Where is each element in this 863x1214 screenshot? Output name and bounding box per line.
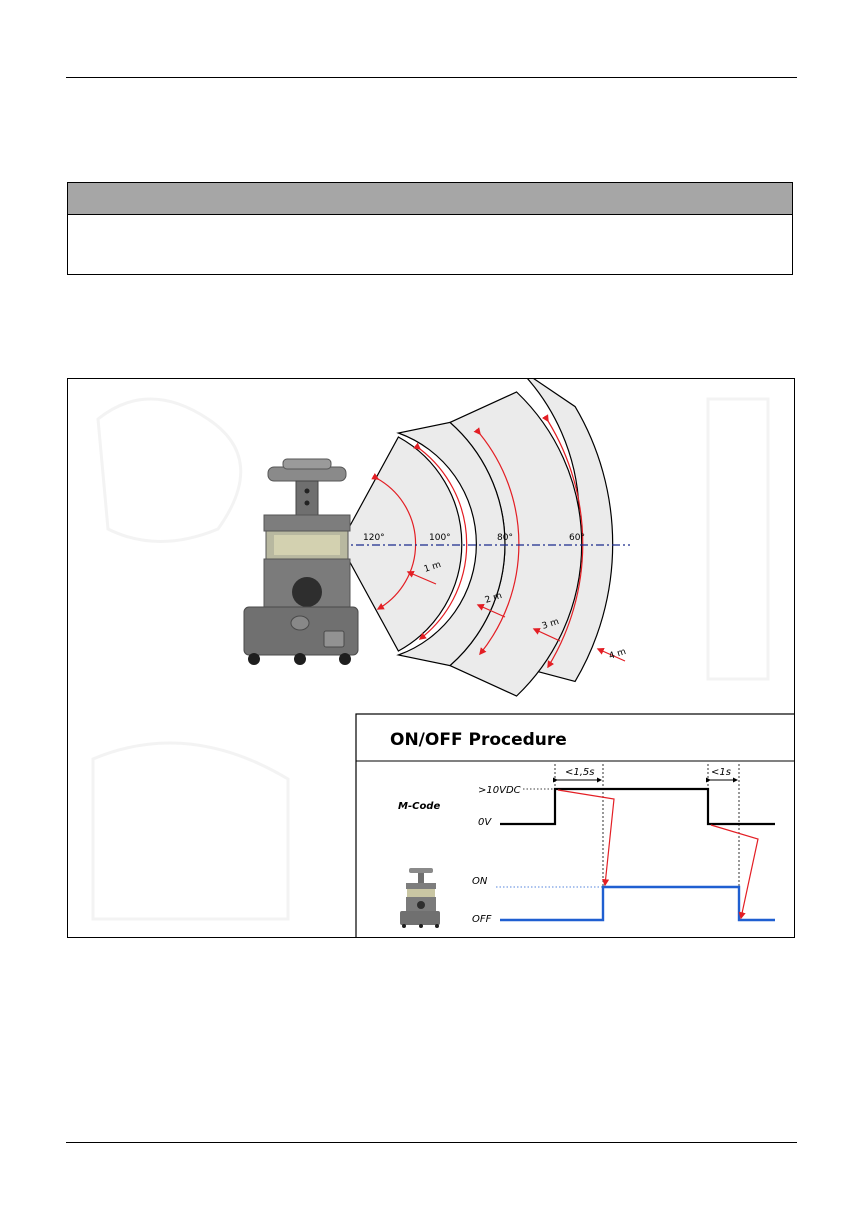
zone-angle-label: 60° — [569, 533, 585, 543]
figure-frame — [67, 378, 795, 938]
procedure-title: ON/OFF Procedure — [390, 730, 567, 750]
zone-distance-label: 1 m — [422, 559, 443, 575]
delay-on-label: <1,5s — [565, 767, 595, 778]
delay-off-label: <1s — [711, 767, 731, 778]
zone-distance-label: 3 m — [540, 616, 561, 632]
zone-distance-label: 4 m — [607, 646, 628, 662]
note-box-header — [68, 183, 792, 215]
procedure-panel — [356, 714, 795, 938]
zone-distance-label: 2 m — [483, 590, 504, 606]
level-low-label: 0V — [478, 817, 492, 828]
device-illustration — [244, 459, 358, 665]
state-on-label: ON — [472, 876, 488, 887]
header-rule — [66, 77, 797, 78]
zone-angle-label: 100° — [429, 533, 451, 543]
zone-angle-label: 120° — [363, 533, 385, 543]
zone-angle-label: 80° — [497, 533, 513, 543]
level-high-label: >10VDC — [478, 785, 521, 796]
signal-label: M-Code — [398, 801, 441, 812]
note-box — [67, 182, 793, 275]
footer-rule — [66, 1142, 797, 1143]
figure-svg — [68, 379, 795, 938]
state-off-label: OFF — [472, 914, 492, 925]
